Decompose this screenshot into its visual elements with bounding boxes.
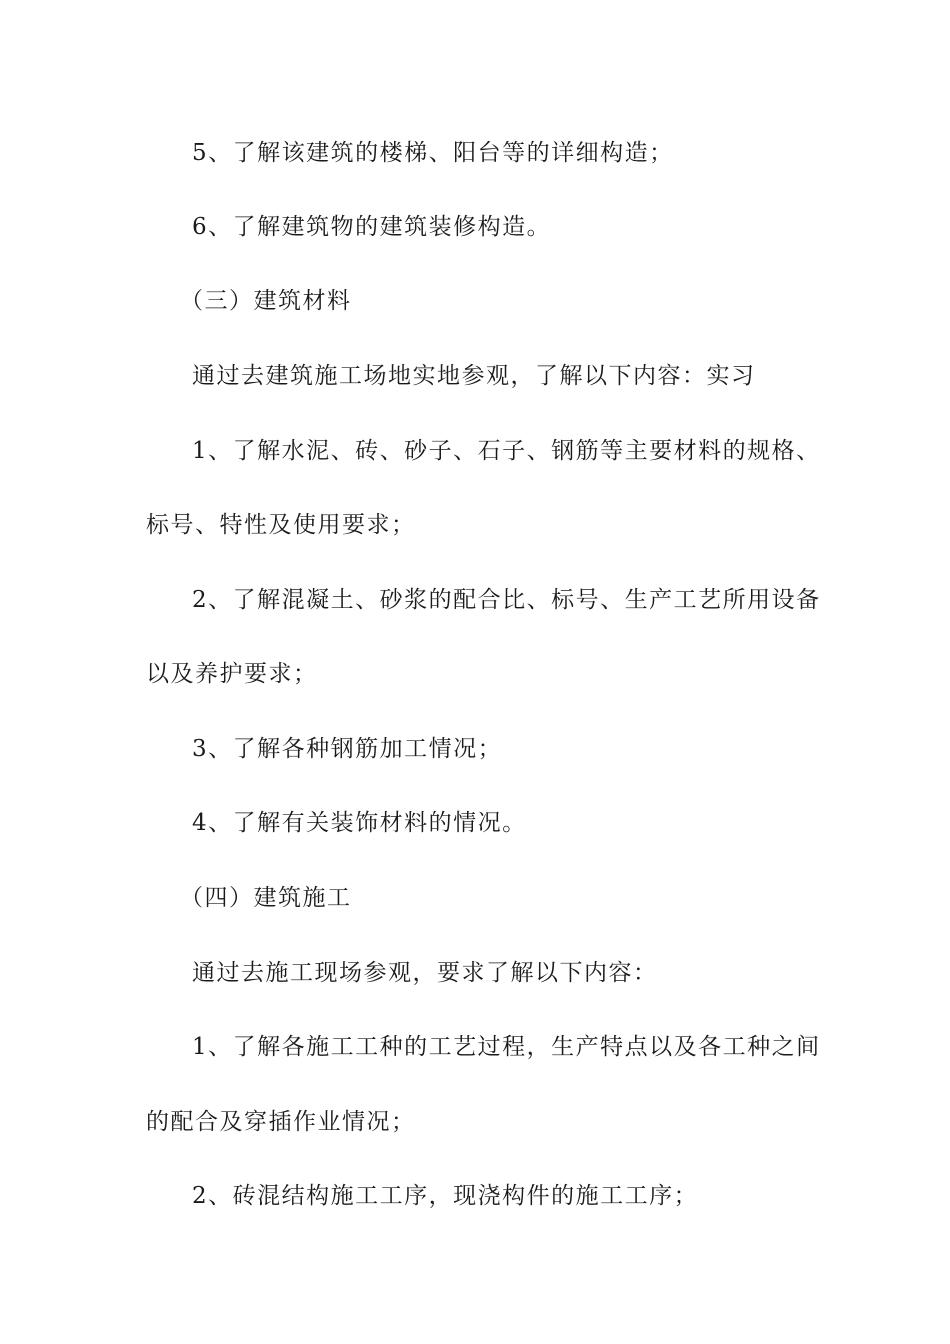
paragraph-line: 1、了解水泥、砖、砂子、石子、钢筋等主要材料的规格、 [192,438,821,464]
section-heading: （四）建筑施工 [180,885,352,911]
paragraph-line: 6、了解建筑物的建筑装修构造。 [192,214,552,240]
paragraph-line: 通过去建筑施工场地实地参观，了解以下内容：实习 [192,363,756,389]
paragraph-line: 1、了解各施工工种的工艺过程，生产特点以及各工种之间 [192,1034,821,1060]
paragraph-line: 5、了解该建筑的楼梯、阳台等的详细构造； [192,140,674,166]
paragraph-line: 2、了解混凝土、砂浆的配合比、标号、生产工艺所用设备 [192,587,821,613]
paragraph-line: 标号、特性及使用要求； [146,512,416,538]
paragraph-line: 4、了解有关装饰材料的情况。 [192,810,527,836]
paragraph-line: 以及养护要求； [146,661,318,687]
paragraph-line: 的配合及穿插作业情况； [146,1109,416,1135]
paragraph-line: 3、了解各种钢筋加工情况； [192,736,503,762]
section-heading: （三）建筑材料 [180,288,352,314]
paragraph-line: 2、砖混结构施工工序，现浇构件的施工工序； [192,1183,699,1209]
paragraph-line: 通过去施工现场参观，要求了解以下内容： [192,960,658,986]
